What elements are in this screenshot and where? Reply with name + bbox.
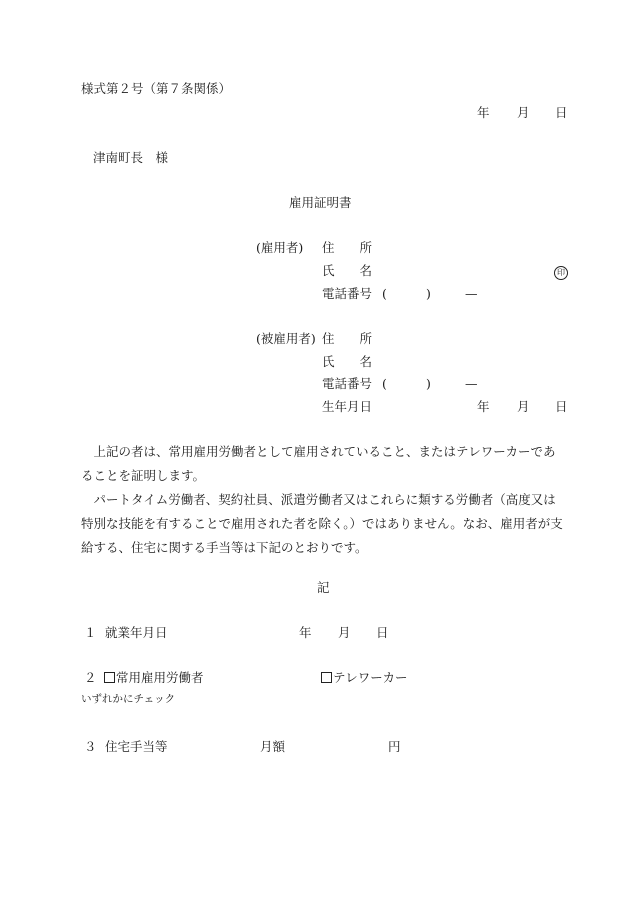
seal-mark <box>554 265 568 280</box>
option-teleworker-label: テレワーカー <box>333 670 408 685</box>
item2-number: ２ <box>84 670 97 685</box>
employer-phone-open: ( <box>382 286 387 301</box>
employee-phone-open: ( <box>382 376 387 391</box>
certification-paragraph: 上記の者は、常用雇用労働者として雇用されていること、またはテレワーカーであることを証明します。 <box>81 444 556 483</box>
option-regular-employee[interactable] <box>104 672 204 685</box>
employee-phone-close: ) <box>426 376 431 391</box>
option-teleworker[interactable] <box>321 672 408 685</box>
item3-label: 住宅手当等 <box>105 739 168 754</box>
employee-role: (被雇用者) <box>256 331 316 346</box>
addressee: 津南町長 様 <box>93 150 169 165</box>
date-year: 年 <box>477 105 490 120</box>
employer-name-label: 氏 名 <box>322 263 373 278</box>
employer-phone-dash: — <box>465 286 478 301</box>
checkbox-regular-employee[interactable] <box>104 672 115 683</box>
option-regular-employee-label: 常用雇用労働者 <box>116 670 204 685</box>
document-title: 雇用証明書 <box>289 195 352 210</box>
date-day: 日 <box>555 105 568 120</box>
employer-phone-label: 電話番号 <box>322 286 373 301</box>
item3-unit: 円 <box>388 739 401 754</box>
employer-address-label: 住 所 <box>322 240 373 255</box>
employee-address-label: 住 所 <box>322 331 373 346</box>
date-month: 月 <box>517 105 530 120</box>
employee-birth-day: 日 <box>555 399 568 414</box>
exclusion-paragraph: パートタイム労働者、契約社員、派遣労働者又はこれらに類する労働者（高度又は特別な技能を有することで雇用された者を除く。）ではありません。なお、雇用者が支給する、住宅に関する手当等は下記のとおりです。 <box>81 492 563 555</box>
item1-month: 月 <box>338 625 351 640</box>
employer-role: (雇用者) <box>256 240 304 255</box>
item1-label: 就業年月日 <box>105 625 168 640</box>
item1-day: 日 <box>376 625 389 640</box>
employee-birth-label: 生年月日 <box>322 399 373 414</box>
item2-note: いずれかにチェック <box>81 693 176 705</box>
employee-phone-label: 電話番号 <box>322 376 373 391</box>
checkbox-teleworker[interactable] <box>321 672 332 683</box>
ki-heading: 記 <box>317 580 330 595</box>
seal-icon: 印 <box>554 266 568 280</box>
employee-name-label: 氏 名 <box>322 354 373 369</box>
employee-birth-year: 年 <box>477 399 490 414</box>
employer-phone-close: ) <box>426 286 431 301</box>
item1-year: 年 <box>299 625 312 640</box>
employee-phone-dash: — <box>465 376 478 391</box>
item3-number: ３ <box>84 739 97 754</box>
form-number: 様式第２号（第７条関係） <box>81 81 232 96</box>
item1-number: １ <box>84 625 97 640</box>
employee-birth-month: 月 <box>517 399 530 414</box>
item3-monthly-label: 月額 <box>260 739 286 754</box>
